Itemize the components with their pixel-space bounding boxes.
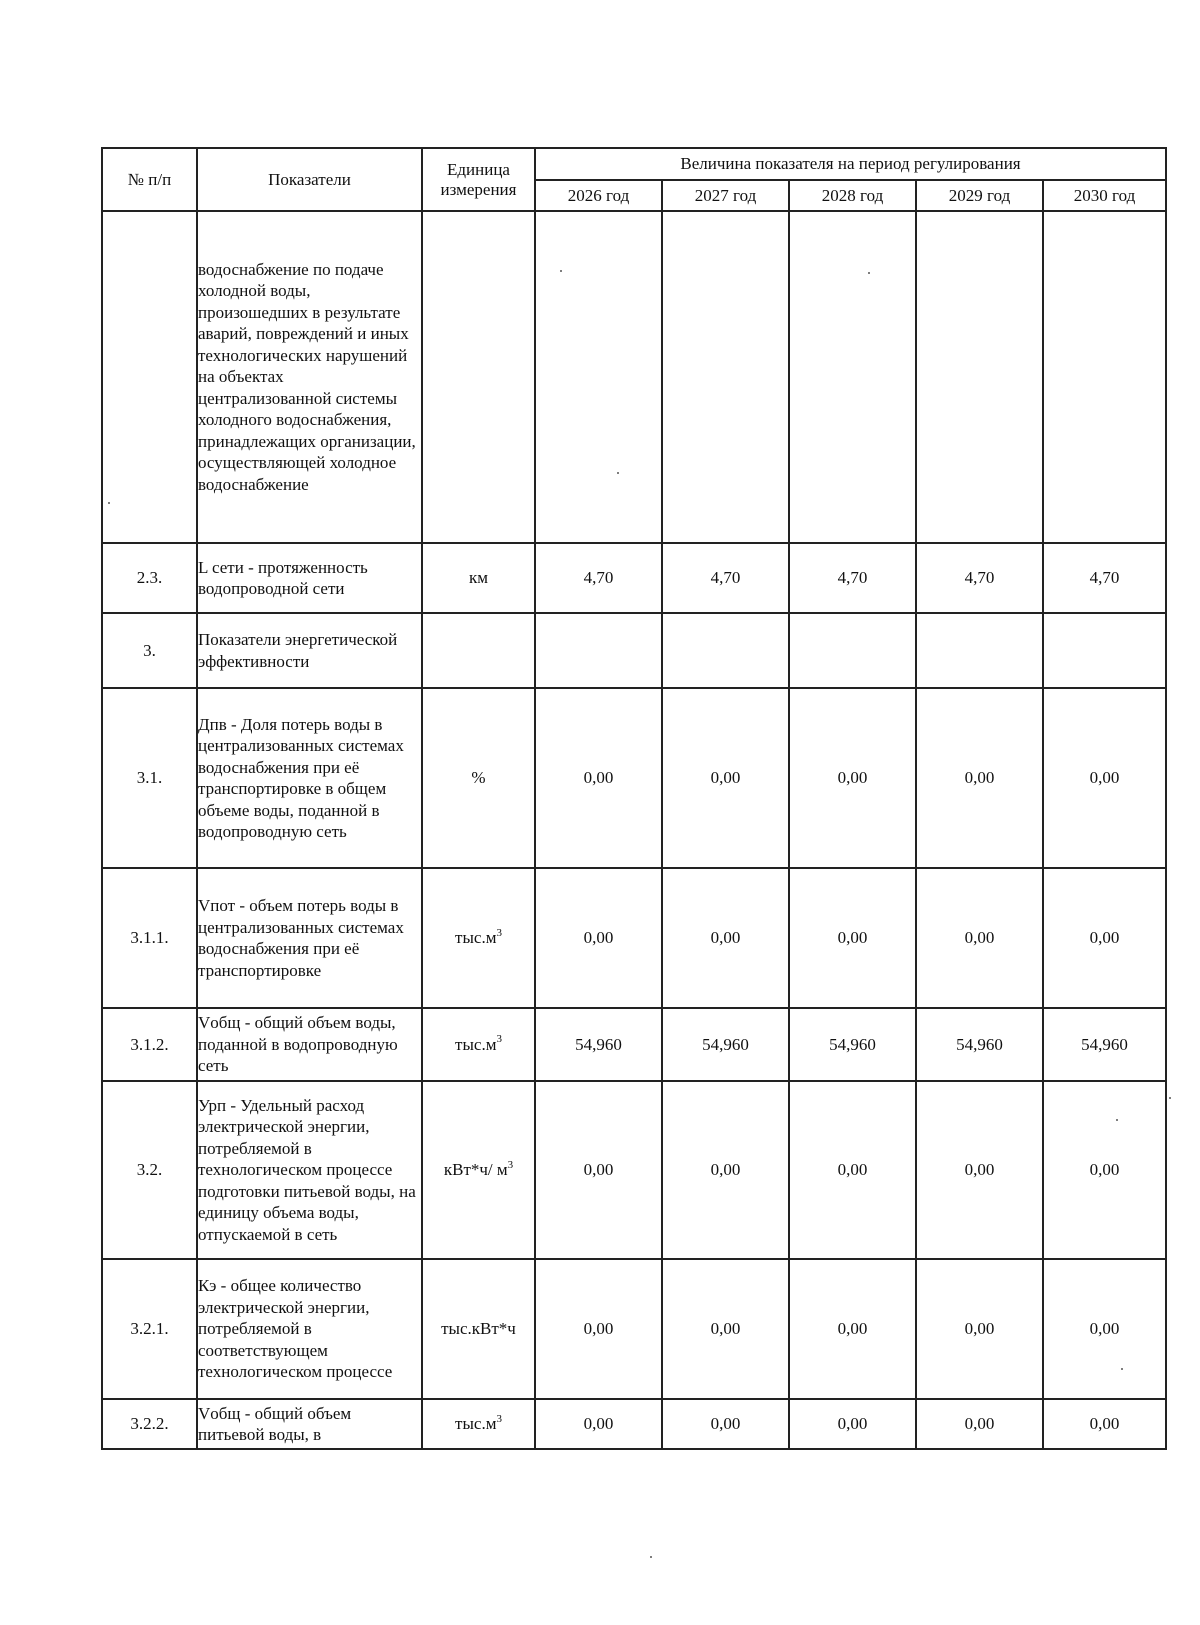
- row-unit-superscript: 3: [496, 926, 502, 939]
- row-value-2029: [916, 211, 1043, 543]
- row-value-2029: 0,00: [916, 1081, 1043, 1259]
- row-number: 3.2.: [102, 1081, 197, 1259]
- table-row: [102, 1008, 1166, 1081]
- row-value-2027: 0,00: [662, 688, 789, 868]
- row-value-2029: 0,00: [916, 688, 1043, 868]
- row-value-2028: [789, 211, 916, 543]
- row-value-2026: 4,70: [535, 543, 662, 613]
- row-value-2029: 0,00: [916, 1259, 1043, 1399]
- row-value-2030: 4,70: [1043, 543, 1166, 613]
- row-value-2030: 0,00: [1043, 688, 1166, 868]
- row-indicator-name: водоснабжение по подаче холодной воды, произошедших в результате аварий, повреждений и иных технологических нарушений на объектах централизованной системы холодного водоснабжения, принадлежащих организации, осуществляющей холодное водоснабжение: [197, 211, 422, 543]
- row-value-2027: 4,70: [662, 543, 789, 613]
- row-value-2028: 0,00: [789, 1081, 916, 1259]
- row-number: 2.3.: [102, 543, 197, 613]
- row-indicator-name: L сети - протяженность водопроводной сети: [197, 543, 422, 613]
- indicators-table: [101, 147, 1167, 1450]
- row-indicator-name: Дпв - Доля потерь воды в централизованных системах водоснабжения при её транспортировке в общем объеме воды, поданной в водопроводную сеть: [197, 688, 422, 868]
- row-unit-text: тыс.м: [455, 1034, 497, 1054]
- scan-speck: [650, 1556, 652, 1558]
- scan-speck: [1169, 1097, 1171, 1099]
- row-unit-superscript: 3: [496, 1033, 502, 1046]
- row-value-2030: 0,00: [1043, 1081, 1166, 1259]
- table-row: [102, 1259, 1166, 1399]
- row-value-2026: 0,00: [535, 1259, 662, 1399]
- row-value-2027: 0,00: [662, 868, 789, 1008]
- scan-speck: [560, 270, 562, 272]
- row-unit-superscript: 3: [507, 1158, 514, 1171]
- row-value-2026: 0,00: [535, 868, 662, 1008]
- row-value-2029: 4,70: [916, 543, 1043, 613]
- row-indicator-name: Vобщ - общий объем питьевой воды, в: [197, 1399, 422, 1449]
- row-value-2028: 54,960: [789, 1008, 916, 1081]
- row-indicator-name: Урп - Удельный расход электрической энергии, потребляемой в технологическом процессе подготовки питьевой воды, на единицу объема воды, отпускаемой в сеть: [197, 1081, 422, 1259]
- table-row: [102, 868, 1166, 1008]
- row-number: 3.1.: [102, 688, 197, 868]
- header-year-2027: 2027 год: [662, 180, 789, 211]
- row-value-2030: 0,00: [1043, 1399, 1166, 1449]
- row-value-2026: 0,00: [535, 1399, 662, 1449]
- row-number: 3.1.1.: [102, 868, 197, 1008]
- row-unit: [422, 1081, 535, 1259]
- row-value-2026: 0,00: [535, 1081, 662, 1259]
- header-indicator: Показатели: [197, 148, 422, 211]
- row-unit-text: тыс.м: [455, 928, 497, 948]
- row-value-2027: 0,00: [662, 1259, 789, 1399]
- scan-speck: [1121, 1368, 1123, 1370]
- scan-speck: [617, 472, 619, 474]
- row-value-2027: [662, 613, 789, 688]
- row-number: 3.: [102, 613, 197, 688]
- row-unit: [422, 543, 535, 613]
- table-row: [102, 1081, 1166, 1259]
- row-value-2029: 0,00: [916, 868, 1043, 1008]
- row-indicator-name: Vпот - объем потерь воды в централизованных системах водоснабжения при её транспортировке: [197, 868, 422, 1008]
- header-year-2026: 2026 год: [535, 180, 662, 211]
- header-period: Величина показателя на период регулирования: [535, 148, 1166, 180]
- row-unit: [422, 688, 535, 868]
- row-value-2027: 54,960: [662, 1008, 789, 1081]
- row-value-2029: 0,00: [916, 1399, 1043, 1449]
- row-value-2028: 0,00: [789, 1259, 916, 1399]
- row-value-2030: 0,00: [1043, 868, 1166, 1008]
- table-body: [102, 211, 1166, 1449]
- row-value-2026: [535, 613, 662, 688]
- row-unit-text: %: [471, 768, 486, 788]
- header-year-2030: 2030 год: [1043, 180, 1166, 211]
- row-value-2028: 0,00: [789, 868, 916, 1008]
- table-row: [102, 1399, 1166, 1449]
- row-unit-superscript: 3: [496, 1412, 502, 1425]
- table-row: [102, 688, 1166, 868]
- row-number: 3.2.2.: [102, 1399, 197, 1449]
- row-value-2029: 54,960: [916, 1008, 1043, 1081]
- scan-speck: [1116, 1119, 1118, 1121]
- row-unit-text: тыс.кВт*ч: [441, 1319, 516, 1339]
- row-unit: [422, 1259, 535, 1399]
- row-unit: [422, 1399, 535, 1449]
- header-num: № п/п: [102, 148, 197, 211]
- row-value-2029: [916, 613, 1043, 688]
- row-indicator-name: Показатели энергетической эффективности: [197, 613, 422, 688]
- table-row: [102, 613, 1166, 688]
- row-unit-text: тыс.м: [455, 1414, 497, 1434]
- row-value-2026: 0,00: [535, 688, 662, 868]
- scan-speck: [868, 272, 870, 274]
- row-value-2027: 0,00: [662, 1399, 789, 1449]
- row-unit: [422, 211, 535, 543]
- row-number: [102, 211, 197, 543]
- row-number: 3.2.1.: [102, 1259, 197, 1399]
- row-value-2028: 0,00: [789, 688, 916, 868]
- header-unit: Единица измерения: [422, 148, 535, 211]
- row-value-2026: 54,960: [535, 1008, 662, 1081]
- row-value-2027: [662, 211, 789, 543]
- header-year-2028: 2028 год: [789, 180, 916, 211]
- row-unit-text: км: [468, 568, 489, 588]
- row-value-2030: 0,00: [1043, 1259, 1166, 1399]
- row-value-2028: [789, 613, 916, 688]
- row-value-2030: [1043, 211, 1166, 543]
- row-value-2028: 0,00: [789, 1399, 916, 1449]
- scan-speck: [108, 502, 110, 504]
- row-unit-text: кВт*ч/ м: [443, 1160, 508, 1180]
- row-indicator-name: Кэ - общее количество электрической энергии, потребляемой в соответствующем технологическом процессе: [197, 1259, 422, 1399]
- header-year-2029: 2029 год: [916, 180, 1043, 211]
- row-value-2030: [1043, 613, 1166, 688]
- row-unit: [422, 1008, 535, 1081]
- row-unit: [422, 613, 535, 688]
- row-value-2030: 54,960: [1043, 1008, 1166, 1081]
- table-header: [102, 148, 1166, 211]
- table-row: [102, 543, 1166, 613]
- row-value-2026: [535, 211, 662, 543]
- row-indicator-name: Vобщ - общий объем воды, поданной в водопроводную сеть: [197, 1008, 422, 1081]
- row-value-2028: 4,70: [789, 543, 916, 613]
- table-row: [102, 211, 1166, 543]
- row-value-2027: 0,00: [662, 1081, 789, 1259]
- row-unit: [422, 868, 535, 1008]
- row-number: 3.1.2.: [102, 1008, 197, 1081]
